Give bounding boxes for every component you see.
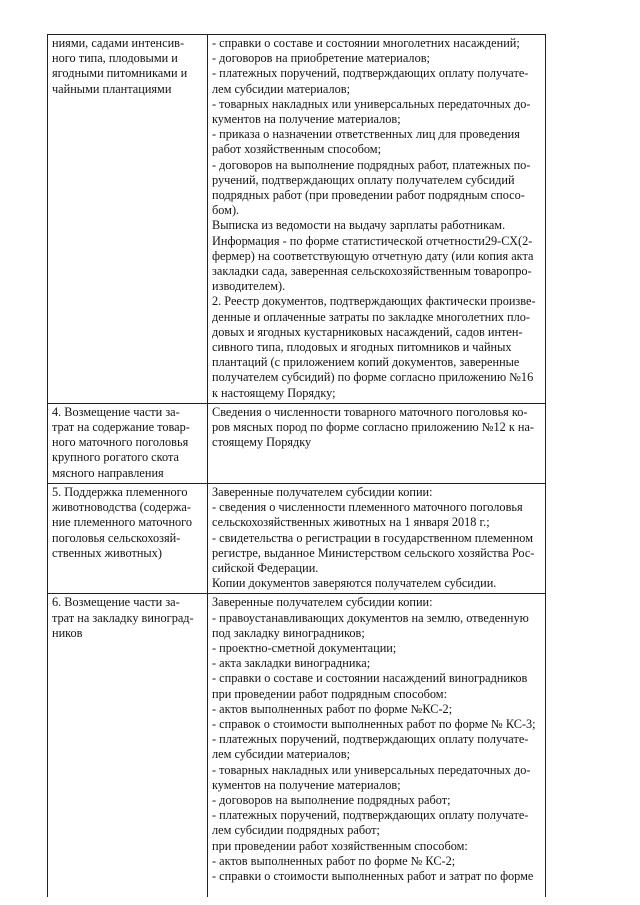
text-line: - договоров на выполнение подрядных работ, платежных по- [212,157,531,172]
text-line: ственных животных) [52,545,162,560]
text-line: получателем субсидий) по форме согласно приложению №16 [212,370,534,385]
text-line: к настоящему Порядку; [212,385,336,400]
text-line: кументов на получение материалов; [212,777,401,792]
text-line: ние племенного маточного [52,515,193,530]
table-row [48,35,546,404]
text-line: - справки о составе и состоянии многолетних насаждений; [212,36,520,50]
documents-list-cell [208,403,546,483]
text-line: сельскохозяйственных животных на 1 января 2018 г.; [212,515,490,530]
text-line: изводителем). [212,279,286,294]
text-line: кументов на получение материалов; [212,112,401,127]
text-line: Информация - по форме статистической отчетности29-СХ(2- [212,233,533,248]
table-row [48,483,546,593]
text-line: - платежных поручений, подтверждающих оплату получате- [212,808,529,823]
text-line: сивного типа, плодовых и ягодных питомников и чайных [212,340,512,355]
text-line: - справки о составе и состоянии насаждений виноградников [212,671,528,686]
documents-list-cell [208,483,546,593]
text-line: трат на закладку виноград- [52,610,194,625]
text-line: - товарных накладных или универсальных передаточных до- [212,762,531,777]
text-line: лем субсидии материалов; [212,747,350,762]
documents-list-cell [208,35,546,404]
text-line: довых и ягодных кустарниковых насаждений, садов интен- [212,324,523,339]
text-line: - сведения о численности племенного маточного поголовья [212,500,523,515]
text-line: 6. Возмещение части за- [52,595,180,610]
text-line: при проведении работ хозяйственным способом: [212,838,468,853]
text-line: стоящему Порядку [212,435,312,450]
text-line: - свидетельства о регистрации в государственном племенном [212,530,534,545]
text-line: - справки о стоимости выполненных работ и затрат по форме [212,868,534,883]
text-line: Заверенные получателем субсидии копии: [212,484,433,499]
measure-name-cell [48,403,208,483]
text-line: ного маточного поголовья [52,435,189,450]
text-line: подрядных работ (при проведении работ подрядным спосо- [212,188,525,203]
text-line: фермер) на соответствующую отчетную дату (или копия акта [212,248,534,263]
text-line: Выписка из ведомости на выдачу зарплаты работникам. [212,218,506,233]
text-line: бом). [212,203,240,218]
table-row [48,403,546,483]
text-line: ников [52,625,83,640]
measure-name-cell [48,594,208,898]
text-line: под закладку виноградников; [212,625,365,640]
text-line: - проектно-сметной документации; [212,640,397,655]
text-line: поголовья сельскохозяй- [52,530,181,545]
text-line: денные и оплаченные затраты по закладке многолетних пло- [212,309,530,324]
text-line: лем субсидии подрядных работ; [212,823,380,838]
text-line: 4. Возмещение части за- [52,404,180,419]
text-line: - приказа о назначении ответственных лиц для проведения [212,127,520,142]
text-line: 5. Поддержка племенного [52,484,188,499]
measure-name-cell [48,483,208,593]
text-line: ягодными питомниками и [52,66,188,81]
text-line: крупного рогатого скота [52,450,179,465]
text-line: ного типа, плодовыми и [52,51,178,66]
text-line: трат на содержание товар- [52,420,190,435]
text-line: Сведения о численности товарного маточного поголовья ко- [212,404,528,419]
text-line: - актов выполненных работ по форме № КС-2; [212,853,456,868]
text-line: ниями, садами интенсив- [52,36,185,50]
text-line: чайными плантациями [52,81,172,96]
text-line: - справок о стоимости выполненных работ по форме № КС-3; [212,716,536,731]
text-line: Заверенные получателем субсидии копии: [212,595,433,610]
text-line: - договоров на приобретение материалов; [212,51,430,66]
text-line: закладки сада, заверенная сельскохозяйственным товаропро- [212,264,532,279]
text-line: - платежных поручений, подтверждающих оплату получате- [212,732,529,747]
text-line: - товарных накладных или универсальных передаточных до- [212,96,531,111]
documents-table [47,34,546,897]
text-line: ров мясных пород по форме согласно приложению №12 к на- [212,420,535,435]
text-line: работ хозяйственным способом; [212,142,381,157]
text-line: - договоров на выполнение подрядных работ; [212,792,451,807]
text-line: животноводства (содержа- [52,500,191,515]
text-line: - акта закладки виноградника; [212,656,371,671]
text-line: регистре, выданное Министерством сельского хозяйства Рос- [212,545,535,560]
text-line: мясного направления [52,465,164,480]
text-line: сийской Федерации. [212,560,319,575]
text-line: лем субсидии материалов; [212,81,350,96]
text-line: Копии документов заверяются получателем субсидии. [212,576,497,591]
documents-list-cell [208,594,546,898]
table-row [48,594,546,898]
measure-name-cell [48,35,208,404]
text-line: - платежных поручений, подтверждающих оплату получате- [212,66,529,81]
text-line: 2. Реестр документов, подтверждающих фактически произве- [212,294,536,309]
text-line: при проведении работ подрядным способом: [212,686,447,701]
text-line: - актов выполненных работ по форме №КС-2; [212,701,453,716]
text-line: - правоустанавливающих документов на землю, отведенную [212,610,529,625]
text-line: плантаций (с приложением копий документов, заверенные [212,355,520,370]
text-line: ручений, подтверждающих оплату получателем субсидий [212,172,515,187]
